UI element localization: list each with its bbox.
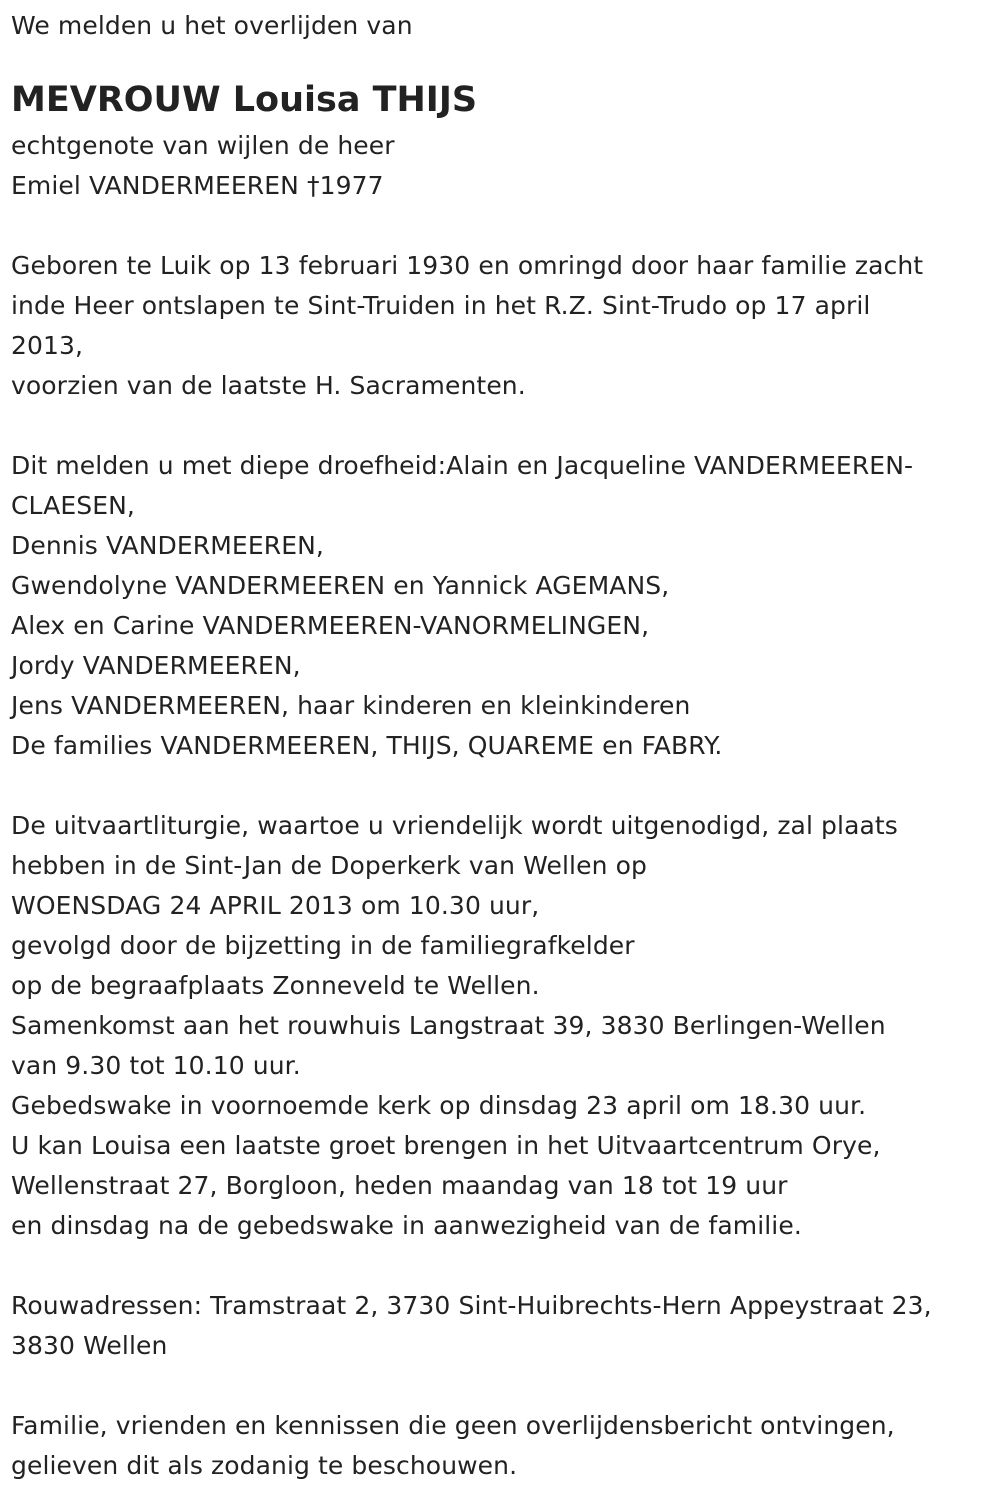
paragraph-line: Jordy VANDERMEEREN, bbox=[11, 651, 301, 680]
spacer bbox=[11, 406, 989, 446]
intro-text: We melden u het overlijden van bbox=[11, 11, 413, 40]
family-paragraph bbox=[11, 446, 989, 766]
paragraph-line: Jens VANDERMEEREN, haar kinderen en kleinkinderen bbox=[11, 691, 691, 720]
paragraph-line: U kan Louisa een laatste groet brengen in het Uitvaartcentrum Orye, bbox=[11, 1131, 881, 1160]
deceased-name: MEVROUW Louisa THIJS bbox=[11, 80, 478, 120]
spacer bbox=[11, 1246, 989, 1286]
paragraph-line: gelieven dit als zodanig te beschouwen. bbox=[11, 1451, 518, 1480]
paragraph-line: Familie, vrienden en kennissen die geen overlijdensbericht ontvingen, bbox=[11, 1411, 895, 1440]
paragraph-line: Geboren te Luik op 13 februari 1930 en omringd door haar familie zacht bbox=[11, 251, 924, 280]
paragraph-line: Gwendolyne VANDERMEEREN en Yannick AGEMANS, bbox=[11, 571, 670, 600]
address-paragraph bbox=[11, 1286, 989, 1366]
cross-icon: † bbox=[306, 171, 320, 200]
paragraph-line: van 9.30 tot 10.10 uur. bbox=[11, 1051, 301, 1080]
spouse-line: echtgenote van wijlen de heer bbox=[11, 131, 395, 160]
paragraph-line: WOENSDAG 24 APRIL 2013 om 10.30 uur, bbox=[11, 891, 540, 920]
paragraph-line: 2013, bbox=[11, 331, 84, 360]
spouse-death-year: 1977 bbox=[319, 171, 384, 200]
birth-paragraph bbox=[11, 246, 989, 406]
closing-paragraph bbox=[11, 1406, 989, 1486]
funeral-paragraph bbox=[11, 806, 989, 1246]
spacer bbox=[11, 46, 989, 74]
paragraph-line: Gebedswake in voornoemde kerk op dinsdag 23 april om 18.30 uur. bbox=[11, 1091, 867, 1120]
spacer bbox=[11, 206, 989, 246]
paragraph-line: Samenkomst aan het rouwhuis Langstraat 39, 3830 Berlingen-Wellen bbox=[11, 1011, 886, 1040]
paragraph-line: inde Heer ontslapen te Sint-Truiden in het R.Z. Sint-Trudo op 17 april bbox=[11, 291, 871, 320]
spacer bbox=[11, 1366, 989, 1406]
spouse-name: Emiel VANDERMEEREN bbox=[11, 171, 299, 200]
paragraph-line: De uitvaartliturgie, waartoe u vriendelijk wordt uitgenodigd, zal plaats bbox=[11, 811, 898, 840]
paragraph-line: Alex en Carine VANDERMEEREN-VANORMELINGEN, bbox=[11, 611, 650, 640]
paragraph-line: Dit melden u met diepe droefheid:Alain en Jacqueline VANDERMEEREN- bbox=[11, 451, 914, 480]
paragraph-line: De families VANDERMEEREN, THIJS, QUAREME en FABRY. bbox=[11, 731, 723, 760]
paragraph-line: Dennis VANDERMEEREN, bbox=[11, 531, 324, 560]
paragraph-line: 3830 Wellen bbox=[11, 1331, 168, 1360]
spouse-name-line bbox=[11, 166, 989, 206]
paragraph-line: en dinsdag na de gebedswake in aanwezigheid van de familie. bbox=[11, 1211, 802, 1240]
paragraph-line: gevolgd door de bijzetting in de familiegrafkelder bbox=[11, 931, 635, 960]
paragraph-line: CLAESEN, bbox=[11, 491, 135, 520]
paragraph-line: hebben in de Sint-Jan de Doperkerk van Wellen op bbox=[11, 851, 647, 880]
paragraph-line: Wellenstraat 27, Borgloon, heden maandag van 18 tot 19 uur bbox=[11, 1171, 788, 1200]
paragraph-line: op de begraafplaats Zonneveld te Wellen. bbox=[11, 971, 540, 1000]
spacer bbox=[11, 766, 989, 806]
paragraph-line: Rouwadressen: Tramstraat 2, 3730 Sint-Huibrechts-Hern Appeystraat 23, bbox=[11, 1291, 932, 1320]
paragraph-line: voorzien van de laatste H. Sacramenten. bbox=[11, 371, 526, 400]
